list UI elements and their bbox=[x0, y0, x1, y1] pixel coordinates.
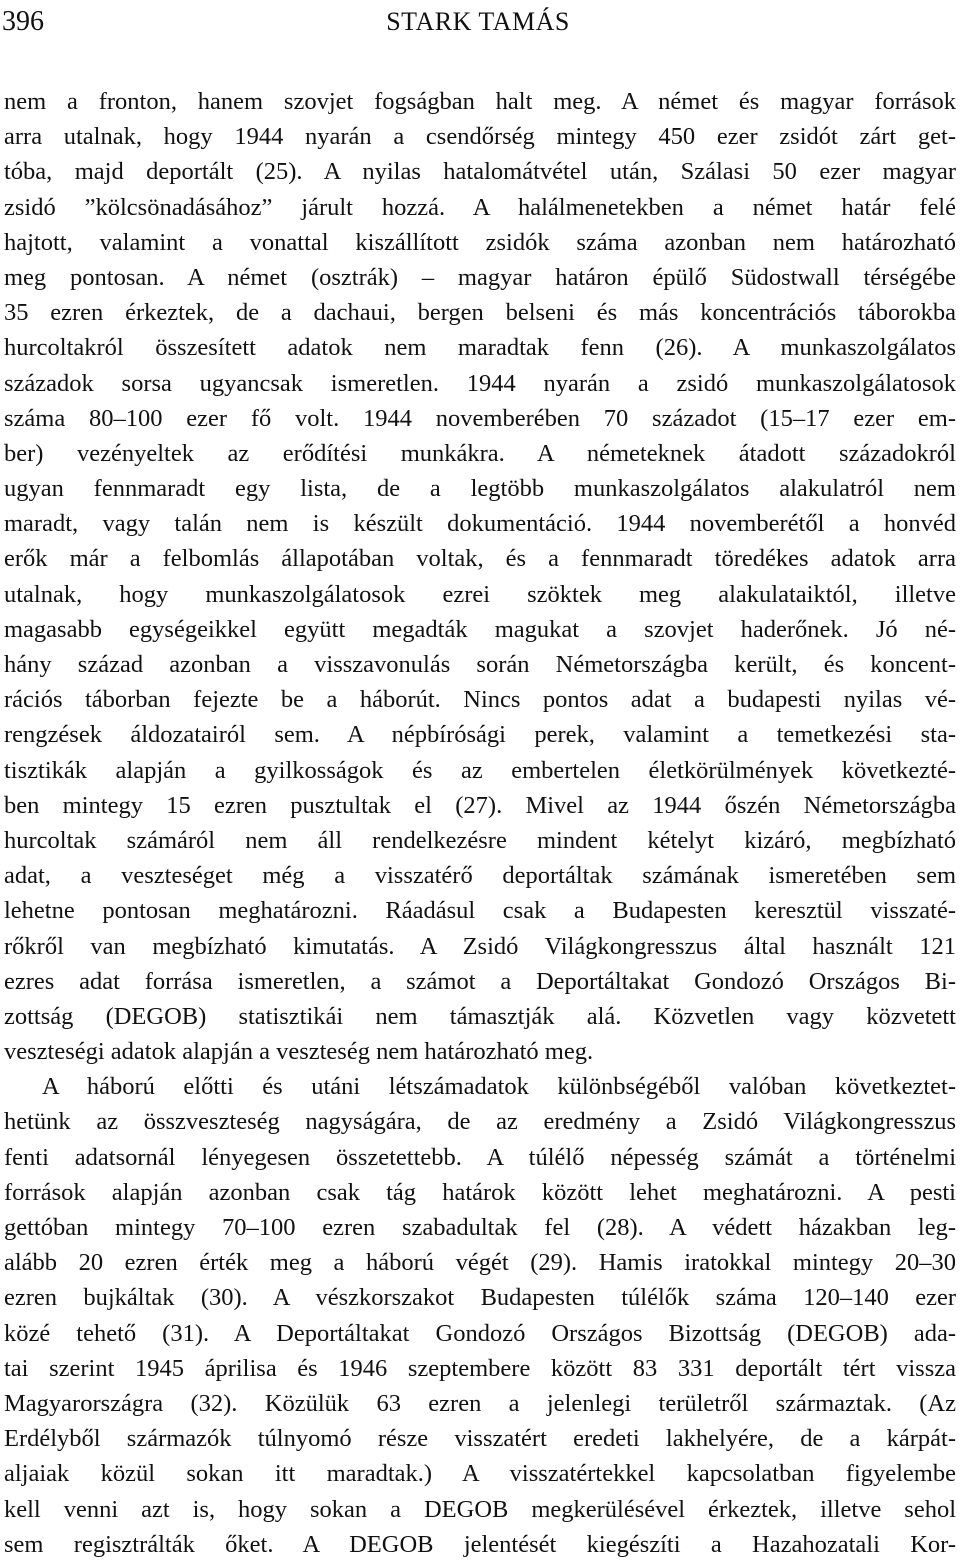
text-line: hány század azonban a visszavonulás során Németországba került, és koncent- bbox=[4, 651, 956, 678]
text-line: hajtott, valamint a vonattal kiszállított zsidók száma azonban nem határozható bbox=[4, 228, 956, 256]
text-line: ezren bujkáltak (30). A vészkorszakot Budapesten túlélők száma 120–140 ezer bbox=[4, 1284, 956, 1312]
text-line: Erdélyből származók túlnyomó része visszatért eredeti lakhelyére, de a kárpát- bbox=[4, 1425, 956, 1453]
text-line: lehetne pontosan meghatározni. Ráadásul csak a Budapesten keresztül visszaté- bbox=[4, 897, 956, 925]
body-text bbox=[4, 84, 956, 1562]
text-line: fenti adatsornál lényegesen összetettebb. A túlélő népesség számát a történelmi bbox=[4, 1143, 956, 1171]
page-number: 396 bbox=[2, 6, 44, 37]
text-line: adat, a veszteséget még a visszatérő deportáltak számának ismeretében sem bbox=[4, 862, 956, 890]
text-line: sem regisztrálták őket. A DEGOB jelentését kiegészíti a Hazahozatali Kor- bbox=[4, 1530, 956, 1558]
running-head: STARK TAMÁS bbox=[386, 7, 570, 36]
text-line: száma 80–100 ezer fő volt. 1944 novemberében 70 századot (15–17 ezer em- bbox=[4, 404, 956, 432]
text-line: Magyarországra (32). Közülük 63 ezren a jelenlegi területről származtak. (Az bbox=[4, 1389, 956, 1417]
text-line: rőkről van megbízható kimutatás. A Zsidó Világkongresszus által használt 121 bbox=[4, 932, 956, 960]
text-line: nem a fronton, hanem szovjet fogságban halt meg. A német és magyar források bbox=[4, 88, 956, 115]
paragraph-last-line: veszteségi adatok alapján a veszteség nem határozható meg. bbox=[4, 1038, 594, 1066]
text-line: meg pontosan. A német (osztrák) – magyar határon épülő Südostwall térségébe bbox=[4, 263, 956, 291]
paragraph-first-line: A háború előtti és utáni létszámadatok különbségéből valóban következtet- bbox=[42, 1073, 956, 1101]
text-line: ugyan fennmaradt egy lista, de a legtöbb munkaszolgálatos alakulatról nem bbox=[4, 475, 956, 503]
text-line: tai szerint 1945 áprilisa és 1946 szeptembere között 83 331 deportált tért vissza bbox=[4, 1354, 956, 1382]
text-line: tóba, majd deportált (25). A nyilas hatalomátvétel után, Szálasi 50 ezer magyar bbox=[4, 158, 956, 186]
text-line: közé tehető (31). A Deportáltakat Gondozó Országos Bizottság (DEGOB) ada- bbox=[4, 1319, 956, 1347]
text-line: erők már a felbomlás állapotában voltak, és a fennmaradt töredékes adatok arra bbox=[4, 545, 956, 573]
text-line: maradt, vagy talán nem is készült dokumentáció. 1944 novemberétől a honvéd bbox=[4, 510, 956, 538]
text-line: utalnak, hogy munkaszolgálatosok ezrei szöktek meg alakulataiktól, illetve bbox=[4, 580, 956, 608]
text-line: aljaiak közül sokan itt maradtak.) A visszatértekkel kapcsolatban figyelembe bbox=[4, 1460, 956, 1488]
text-line: ben mintegy 15 ezren pusztultak el (27). Mivel az 1944 őszén Németországba bbox=[4, 791, 956, 819]
text-line: ber) vezényeltek az erődítési munkákra. A németeknek átadott századokról bbox=[4, 439, 956, 467]
page-header bbox=[2, 4, 954, 44]
text-line: gettóban mintegy 70–100 ezren szabadultak fel (28). A védett házakban leg- bbox=[4, 1214, 956, 1241]
text-line: tisztikák alapján a gyilkosságok és az embertelen életkörülmények következté- bbox=[4, 756, 956, 784]
text-line: hurcoltakról összesített adatok nem maradtak fenn (26). A munkaszolgálatos bbox=[4, 334, 956, 362]
text-line: hurcoltak számáról nem áll rendelkezésre mindent kételyt kizáró, megbízható bbox=[4, 826, 956, 854]
text-line: 35 ezren érkeztek, de a dachaui, bergen belseni és más koncentrációs táborokba bbox=[4, 299, 956, 327]
text-line: ezres adat forrása ismeretlen, a számot a Deportáltakat Gondozó Országos Bi- bbox=[4, 967, 956, 995]
text-line: rengzések áldozatairól sem. A népbírósági perek, valamint a temetkezési sta- bbox=[4, 721, 956, 749]
text-line: századok sorsa ugyancsak ismeretlen. 1944 nyarán a zsidó munkaszolgálatosok bbox=[4, 369, 956, 397]
text-line: rációs táborban fejezte be a háborút. Nincs pontos adat a budapesti nyilas vé- bbox=[4, 686, 956, 714]
text-line: források alapján azonban csak tág határok között lehet meghatározni. A pesti bbox=[4, 1178, 956, 1206]
text-line: zottság (DEGOB) statisztikái nem támasztják alá. Közvetlen vagy közvetett bbox=[4, 1002, 956, 1030]
text-line: hetünk az összveszteség nagyságára, de az eredmény a Zsidó Világkongresszus bbox=[4, 1108, 956, 1136]
text-line: magasabb egységeikkel együtt megadták magukat a szovjet haderőnek. Jó né- bbox=[4, 615, 956, 643]
text-line: zsidó ”kölcsönadásához” járult hozzá. A halálmenetekben a német határ felé bbox=[4, 193, 956, 221]
text-line: arra utalnak, hogy 1944 nyarán a csendőrség mintegy 450 ezer zsidót zárt get- bbox=[4, 123, 956, 151]
text-line: alább 20 ezren érték meg a háború végét (29). Hamis iratokkal mintegy 20–30 bbox=[4, 1249, 956, 1277]
text-line: kell venni azt is, hogy sokan a DEGOB megkerülésével érkeztek, illetve sehol bbox=[4, 1495, 956, 1523]
